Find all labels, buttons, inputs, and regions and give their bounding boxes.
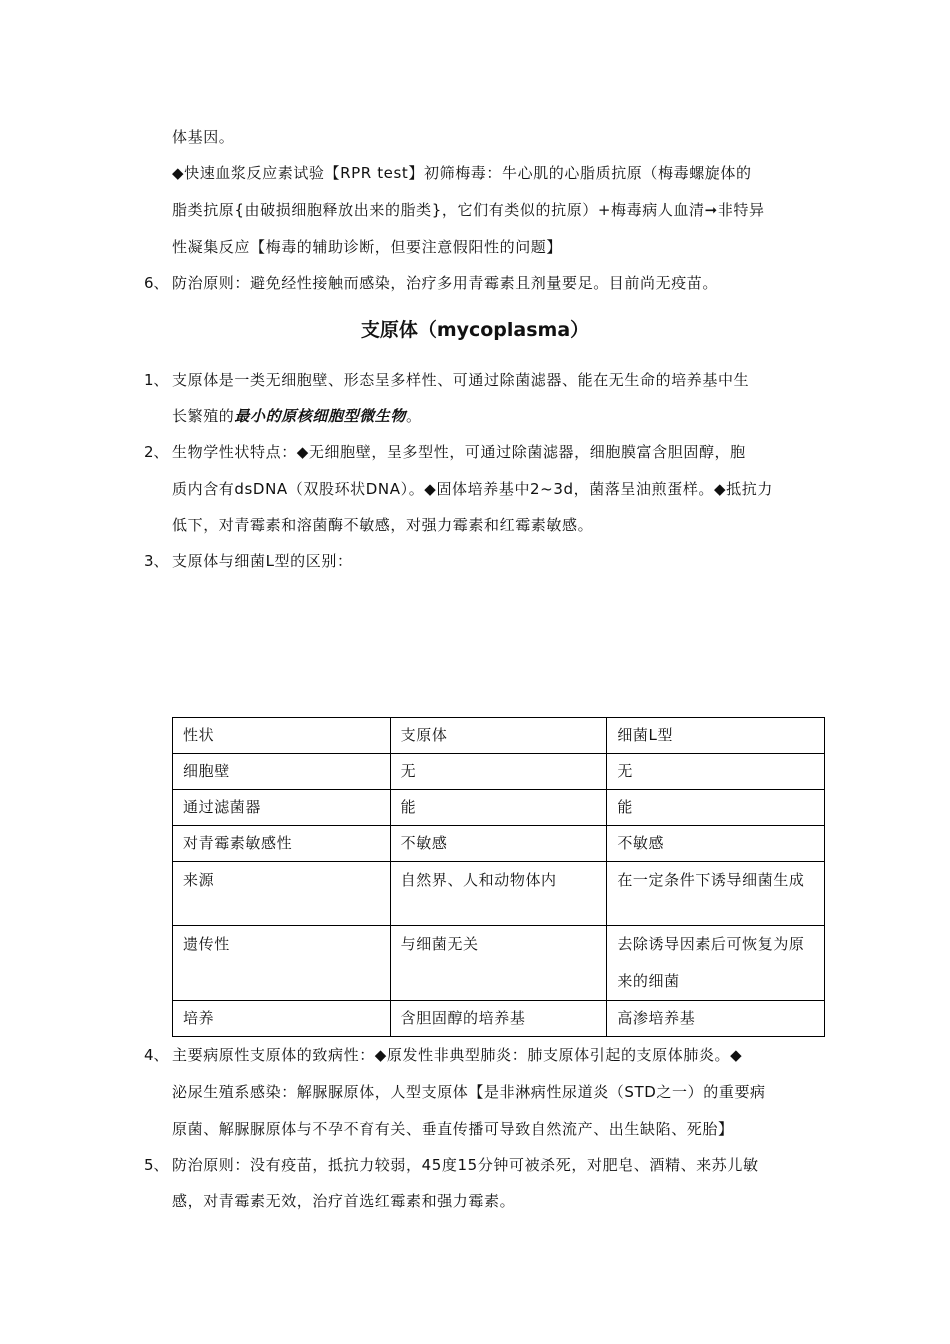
section-title: 支原体（mycoplasma）: [360, 319, 590, 341]
paragraph-line: 体基因。: [172, 128, 235, 146]
table-cell: 自然界、人和动物体内: [390, 862, 607, 926]
table-cell: 高渗培养基: [607, 1001, 825, 1037]
table-cell: 无: [390, 754, 607, 790]
table-cell: 通过滤菌器: [173, 790, 391, 826]
item-number: 4、: [144, 1046, 169, 1064]
paragraph-line: 质内含有dsDNA（双股环状DNA）。◆固体培养基中2~3d，菌落呈油煎蛋样。◆抵抗力: [172, 480, 773, 498]
table-header-row: [173, 718, 825, 754]
paragraph-line: 原菌、解脲脲原体与不孕不育有关、垂直传播可导致自然流产、出生缺陷、死胎】: [172, 1120, 734, 1138]
paragraph-line: 性凝集反应【梅毒的辅助诊断，但要注意假阳性的问题】: [172, 238, 563, 256]
table-header-cell: 支原体: [390, 718, 607, 754]
table-cell: 培养: [173, 1001, 391, 1037]
table-cell: 遗传性: [173, 926, 391, 1001]
paragraph-line: 防治原则：避免经性接触而感染，治疗多用青霉素且剂量要足。目前尚无疫苗。: [172, 274, 719, 292]
table-header-cell: 细菌L型: [607, 718, 825, 754]
table-cell: 细胞壁: [173, 754, 391, 790]
paragraph-line: 防治原则：没有疫苗，抵抗力较弱，45度15分钟可被杀死，对肥皂、酒精、来苏儿敏: [172, 1156, 759, 1174]
paragraph-line: ◆快速血浆反应素试验【RPR test】初筛梅毒：牛心肌的心脂质抗原（梅毒螺旋体的: [172, 164, 752, 182]
item-number: 2、: [144, 443, 169, 461]
table-row: [173, 926, 825, 1001]
text-span: 。: [406, 407, 422, 425]
table-cell: 来源: [173, 862, 391, 926]
paragraph-line: 支原体是一类无细胞壁、形态呈多样性、可通过除菌滤器、能在无生命的培养基中生: [172, 371, 750, 389]
emphasis-text: 最小的原核细胞型微生物: [234, 407, 407, 425]
table-row: [173, 826, 825, 862]
table-cell: 不敏感: [607, 826, 825, 862]
item-number: 5、: [144, 1156, 169, 1174]
table-cell: 与细菌无关: [390, 926, 607, 1001]
table-cell: 无: [607, 754, 825, 790]
table-header-cell: 性状: [173, 718, 391, 754]
paragraph-line: 支原体与细菌L型的区别：: [172, 552, 353, 570]
table-cell: 含胆固醇的培养基: [390, 1001, 607, 1037]
paragraph-line: [172, 406, 422, 426]
item-number: 6、: [144, 274, 169, 292]
paragraph-line: 脂类抗原{由破损细胞释放出来的脂类}，它们有类似的抗原）+梅毒病人血清➞非特异: [172, 201, 765, 219]
comparison-table: [172, 717, 825, 1037]
table-cell: 不敏感: [390, 826, 607, 862]
paragraph-line: 主要病原性支原体的致病性：◆原发性非典型肺炎：肺支原体引起的支原体肺炎。◆: [172, 1046, 743, 1064]
text-span: 长繁殖的: [172, 407, 235, 425]
paragraph-line: 感，对青霉素无效，治疗首选红霉素和强力霉素。: [172, 1192, 516, 1210]
table-row: [173, 754, 825, 790]
item-number: 1、: [144, 371, 169, 389]
item-number: 3、: [144, 552, 169, 570]
table-row: [173, 1001, 825, 1037]
table-cell: 在一定条件下诱导细菌生成: [607, 862, 825, 926]
table-cell: 能: [390, 790, 607, 826]
table-cell: 能: [607, 790, 825, 826]
paragraph-line: 生物学性状特点：◆无细胞壁，呈多型性，可通过除菌滤器，细胞膜富含胆固醇，胞: [172, 443, 746, 461]
paragraph-line: 泌尿生殖系感染：解脲脲原体，人型支原体【是非淋病性尿道炎（STD之一）的重要病: [172, 1083, 766, 1101]
table-row: [173, 862, 825, 926]
table-row: [173, 790, 825, 826]
paragraph-line: 低下，对青霉素和溶菌酶不敏感，对强力霉素和红霉素敏感。: [172, 516, 594, 534]
table-cell: 对青霉素敏感性: [173, 826, 391, 862]
table-cell: 去除诱导因素后可恢复为原来的细菌: [607, 926, 825, 1001]
